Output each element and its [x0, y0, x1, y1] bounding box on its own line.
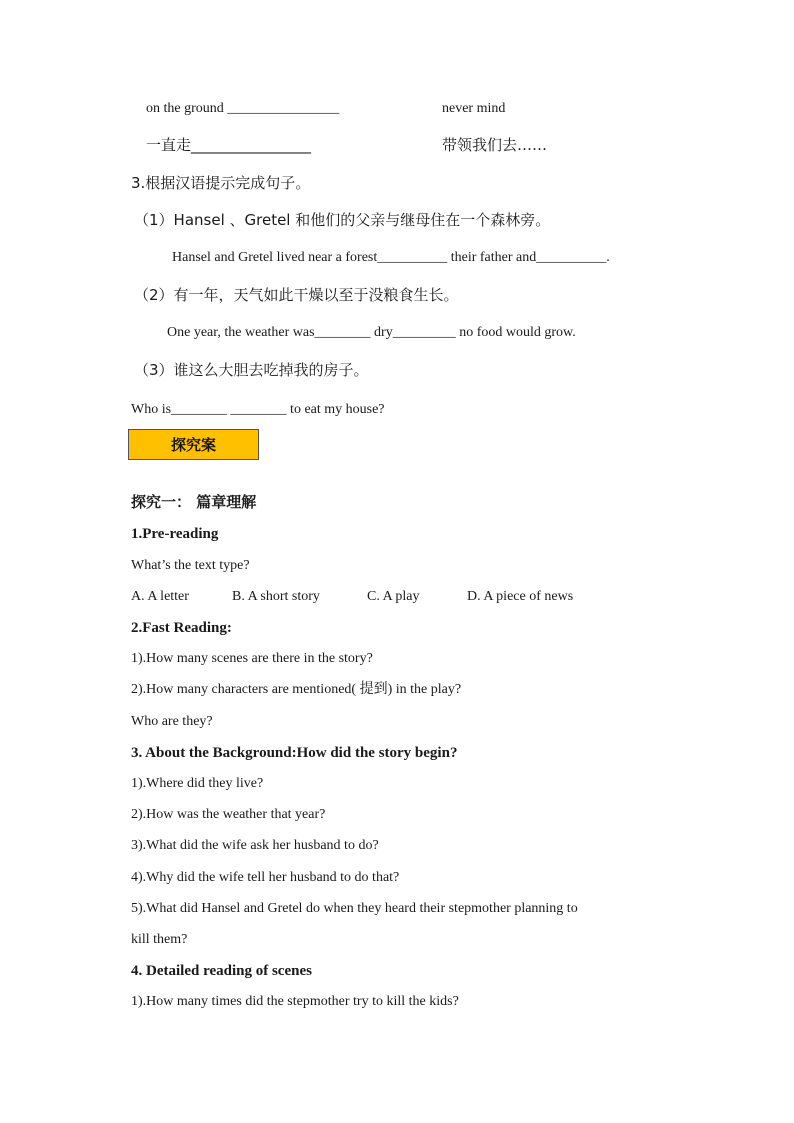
pre-reading-heading: 1.Pre-reading [131, 526, 219, 542]
section3-title: 3.根据汉语提示完成句子。 [131, 174, 311, 192]
vocab-row1-left: on the ground ________________ [146, 101, 340, 116]
q1-chinese: （1）Hansel 、Gretel 和他们的父亲与继母住在一个森林旁。 [134, 211, 551, 229]
q2-chinese: （2）有一年，天气如此干燥以至于没粮食生长。 [134, 286, 459, 304]
fast-reading-q3: Who are they? [131, 714, 213, 729]
background-q4: 4).Why did the wife tell her husband to do that? [131, 870, 400, 885]
q2-english: One year, the weather was________ dry_________ no food would grow. [167, 325, 576, 340]
vocab-row1-right: never mind [442, 101, 506, 116]
background-q5-line1: 5).What did Hansel and Gretel do when they heard their stepmother planning to [131, 901, 578, 916]
background-heading: 3. About the Background:How did the story begin? [131, 745, 458, 761]
fast-reading-q1: 1).How many scenes are there in the story? [131, 651, 373, 666]
fast-reading-q2: 2).How many characters are mentioned( 提到) in the play? [131, 682, 462, 697]
background-q2: 2).How was the weather that year? [131, 807, 326, 822]
vocab-row2-right: 带领我们去…… [442, 136, 548, 154]
explore-banner-label: 探究案 [170, 436, 216, 454]
q1-english: Hansel and Gretel lived near a forest__________ their father and__________. [172, 250, 610, 265]
q3-english: Who is________ ________ to eat my house? [131, 402, 385, 417]
background-q1: 1).Where did they live? [131, 776, 264, 791]
vocab-row2-left: 一直走________________ [146, 136, 312, 154]
explore-title: 探究一： 篇章理解 [131, 493, 257, 511]
fast-reading-heading: 2.Fast Reading: [131, 620, 232, 636]
pre-reading-question: What’s the text type? [131, 558, 250, 573]
option-a: A. A letter [131, 589, 189, 604]
background-q5-line2: kill them? [131, 932, 188, 947]
detailed-reading-heading: 4. Detailed reading of scenes [131, 963, 312, 979]
option-d: D. A piece of news [467, 589, 574, 604]
option-c: C. A play [367, 589, 420, 604]
explore-banner [128, 429, 259, 460]
option-b: B. A short story [232, 589, 320, 604]
background-q3: 3).What did the wife ask her husband to do? [131, 838, 379, 853]
q3-chinese: （3）谁这么大胆去吃掉我的房子。 [134, 361, 369, 379]
detailed-reading-q1: 1).How many times did the stepmother try to kill the kids? [131, 994, 459, 1009]
